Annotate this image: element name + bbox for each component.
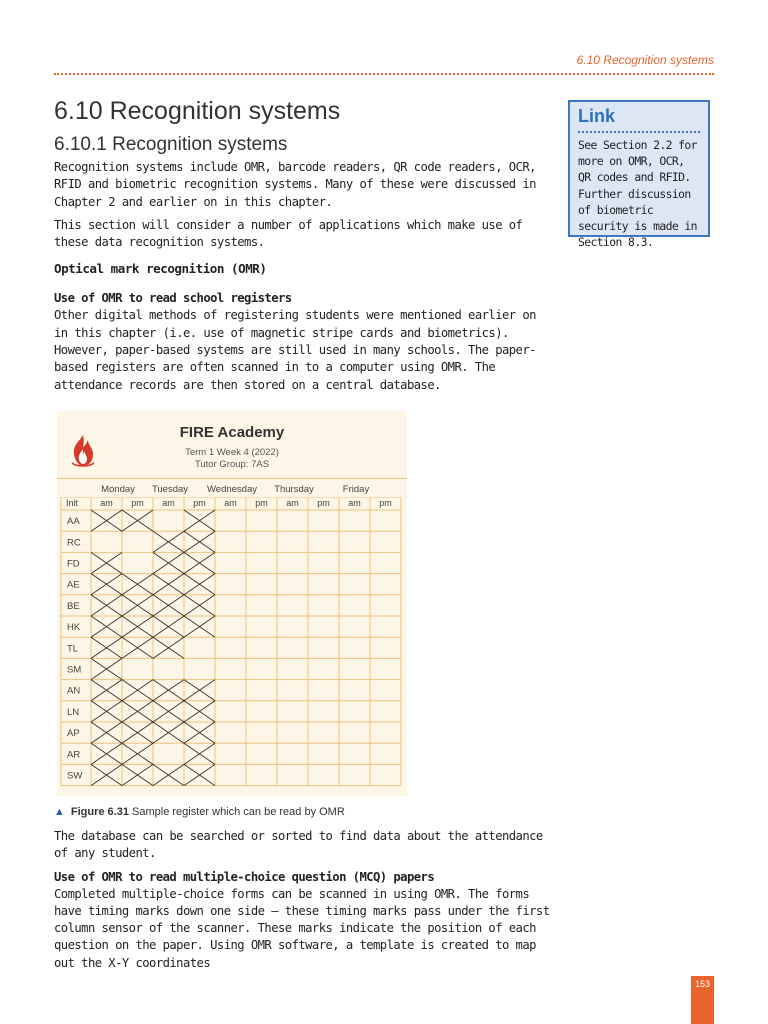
- student-initials-sw: SW: [67, 770, 83, 782]
- intro-paragraph-1: Recognition systems include OMR, barcode readers, QR code readers, OCR, RFID and biometric recognition systems. Many of these were discussed in Chapter 2 and earlier on in this chapter.: [54, 160, 536, 209]
- day-label-monday: Monday: [101, 484, 135, 495]
- omr-register-figure: [57, 411, 407, 796]
- database-paragraph: The database can be searched or sorted to find data about the attendance of any student.: [54, 829, 543, 861]
- mcq-paragraph: Completed multiple-choice forms can be scanned in using OMR. The forms have timing marks down one side – these timing marks pass under the first column sensor of the scanner. These marks indicate the position of each question on the paper. Using OMR software, a template is created to map out the X-Y coordinates: [54, 886, 550, 970]
- registers-heading: Use of OMR to read school registers: [54, 291, 292, 306]
- session-label-9: pm: [379, 498, 392, 508]
- student-initials-fd: FD: [67, 558, 80, 570]
- link-box: [568, 100, 710, 250]
- session-label-4: am: [224, 498, 237, 508]
- register-tutor-group: Tutor Group: 7AS: [194, 459, 270, 470]
- student-initials-be: BE: [67, 600, 80, 612]
- session-label-5: pm: [255, 498, 268, 508]
- session-label-8: am: [348, 498, 361, 508]
- student-initials-hk: HK: [67, 622, 81, 634]
- day-label-friday: Friday: [342, 484, 370, 495]
- page-number: 153: [691, 976, 714, 1024]
- student-initials-ap: AP: [67, 728, 80, 740]
- running-head: 6.10 Recognition systems: [576, 53, 714, 67]
- session-label-6: am: [286, 498, 299, 508]
- subsection-title: 6.10.1 Recognition systems: [54, 134, 288, 155]
- student-initials-ae: AE: [67, 579, 80, 591]
- link-text: See Section 2.2 for more on OMR, OCR, QR codes and RFID. Further discussion of biometric security is made in Section 8.3.: [578, 138, 697, 250]
- session-label-0: am: [100, 498, 113, 508]
- student-initials-rc: RC: [67, 537, 81, 549]
- mcq-heading: Use of OMR to read multiple-choice question (MCQ) papers: [54, 869, 435, 884]
- session-label-2: am: [162, 498, 175, 508]
- register-school-name: FIRE Academy: [179, 424, 285, 441]
- day-label-wednesday: Wednesday: [207, 484, 257, 495]
- student-initials-tl: TL: [67, 643, 79, 655]
- student-initials-ln: LN: [67, 706, 80, 718]
- omr-heading: Optical mark recognition (OMR): [54, 261, 267, 277]
- lower-content: [54, 828, 554, 978]
- day-label-tuesday: Tuesday: [151, 484, 189, 495]
- link-title: Link: [578, 106, 700, 133]
- session-label-1: pm: [131, 498, 144, 508]
- figure-caption: [54, 806, 345, 818]
- day-label-thursday: Thursday: [274, 484, 314, 495]
- session-label-3: pm: [193, 498, 206, 508]
- register-grid: [57, 497, 407, 807]
- registers-paragraph: Other digital methods of registering students were mentioned earlier on in this chapter (i.e. use of magnetic stripe cards and biometrics). However, paper-based systems are still used in many schools. The paper-based registers are often scanned in to a computer using OMR. The attendance records are then stored on a central database.: [54, 308, 536, 392]
- register-divider: [57, 478, 407, 479]
- header-divider: [54, 73, 714, 75]
- session-label-7: pm: [317, 498, 330, 508]
- caption-text: Sample register which can be read by OMR: [132, 806, 345, 818]
- student-initials-ar: AR: [67, 749, 81, 761]
- student-initials-sm: SM: [67, 664, 82, 676]
- register-term: Term 1 Week 4 (2022): [185, 447, 279, 458]
- student-initials-aa: AA: [67, 516, 80, 528]
- caption-triangle-icon: ▲: [54, 806, 65, 818]
- student-initials-an: AN: [67, 685, 81, 697]
- caption-label: Figure 6.31: [70, 806, 129, 818]
- main-content: [54, 95, 554, 400]
- intro-paragraph-2: This section will consider a number of applications which make use of these data recognition systems.: [54, 217, 523, 250]
- section-title: 6.10 Recognition systems: [54, 97, 341, 125]
- register-init-header: Init: [66, 498, 79, 508]
